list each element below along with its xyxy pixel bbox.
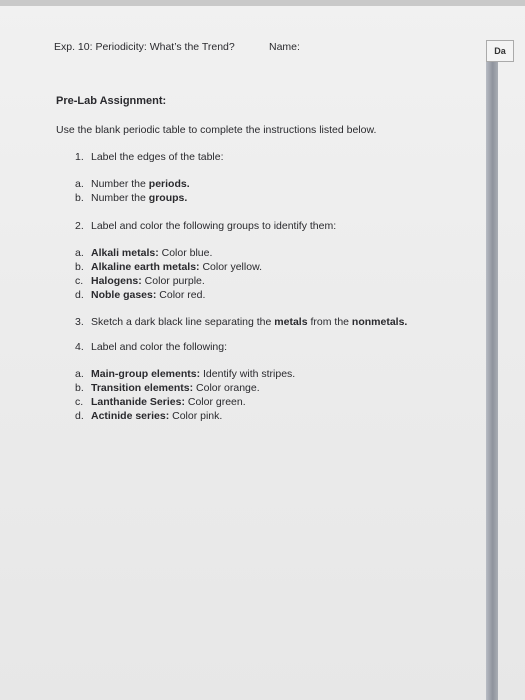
sub-letter: b. [75,382,84,394]
item-4c-text: Lanthanide Series: Color green. [91,396,246,408]
name-label: Name: [269,41,300,53]
next-page-edge [486,52,498,700]
sub-letter: b. [75,192,84,204]
item-4a-text: Main-group elements: Identify with stripes. [91,368,296,380]
sub-letter: c. [75,275,84,287]
section-title: Pre-Lab Assignment: [56,95,167,107]
item-number: 3. [75,316,84,328]
item-2c-text: Halogens: Color purple. [91,275,205,287]
sub-letter: a. [75,368,84,380]
item-3-text: Sketch a dark black line separating the metals from the nonmetals. [91,316,408,328]
item-number: 2. [75,220,84,232]
item-number: 1. [75,151,84,163]
corner-tab: Da [486,40,514,62]
document-title: Exp. 10: Periodicity: What’s the Trend? [54,41,235,53]
item-1b-text: Number the groups. [91,192,188,204]
item-4-text: Label and color the following: [91,341,228,353]
item-number: 4. [75,341,84,353]
sub-letter: a. [75,178,84,190]
sub-letter: c. [75,396,84,408]
item-1-text: Label the edges of the table: [91,151,224,163]
page-top-edge [0,0,525,6]
item-2a-text: Alkali metals: Color blue. [91,247,213,259]
sub-letter: d. [75,289,84,301]
item-4b-text: Transition elements: Color orange. [91,382,260,394]
item-1a-text: Number the periods. [91,178,190,190]
sub-letter: d. [75,410,84,422]
item-2-text: Label and color the following groups to identify them: [91,220,337,232]
item-2b-text: Alkaline earth metals: Color yellow. [91,261,262,273]
sub-letter: b. [75,261,84,273]
item-2d-text: Noble gases: Color red. [91,289,206,301]
item-4d-text: Actinide series: Color pink. [91,410,223,422]
sub-letter: a. [75,247,84,259]
intro-text: Use the blank periodic table to complete the instructions listed below. [56,124,377,136]
